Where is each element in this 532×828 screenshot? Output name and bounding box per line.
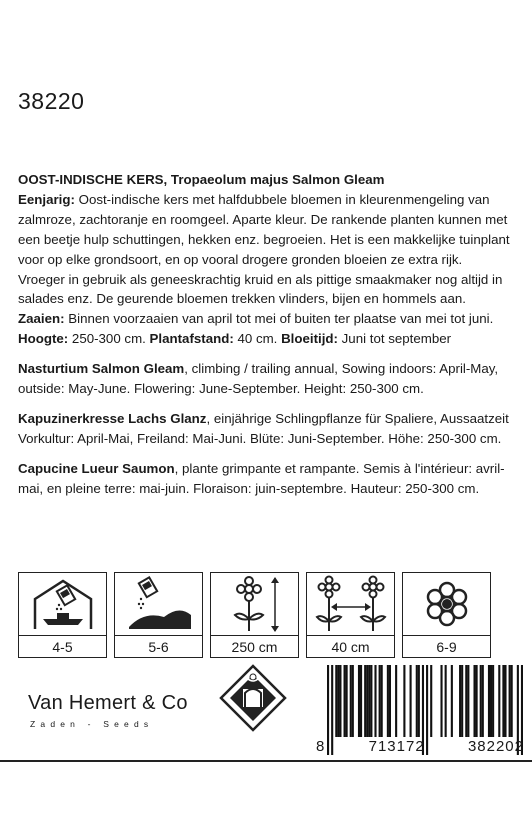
dutch-description: [18, 170, 510, 349]
flowering-icon: [403, 573, 490, 636]
barcode-bar: [490, 665, 492, 737]
barcode-bar: [416, 665, 418, 737]
barcode-bar: [339, 665, 341, 737]
barcode-bar: [374, 665, 376, 737]
barcode-bar: [488, 665, 490, 737]
german-description: [18, 409, 510, 449]
article-number: 38220: [18, 88, 85, 114]
outdoor-sowing-months: 5-6: [148, 638, 169, 655]
label-hoogte: Hoogte:: [18, 331, 69, 347]
dutch-title: OOST-INDISCHE KERS, Tropaeolum majus Salmon Gleam: [18, 172, 385, 187]
barcode-bar: [368, 665, 370, 737]
english-description: [18, 359, 510, 399]
barcode-bar: [344, 665, 346, 737]
dutch-text: 250-300 cm.: [68, 331, 150, 347]
barcode-bar: [335, 665, 337, 737]
barcode-digit-group: 713172: [368, 738, 425, 755]
label-bloeitijd: Bloeitijd:: [281, 331, 338, 347]
barcode-digit-group: 8: [316, 738, 326, 755]
barcode-bar: [459, 665, 461, 737]
indoor-sowing-icon: [19, 573, 106, 636]
dutch-text: 40 cm.: [233, 331, 282, 347]
barcode-bar: [346, 665, 348, 737]
barcode-bar: [352, 665, 354, 737]
barcode-bar: [480, 665, 482, 737]
plant-spacing-box: [306, 572, 395, 658]
flowering-months: 6-9: [436, 638, 457, 655]
barcode-bar: [465, 665, 467, 737]
barcode-bar: [440, 665, 442, 737]
german-name: Kapuzinerkresse Lachs Glanz: [18, 410, 207, 426]
barcode-bar: [389, 665, 391, 737]
french-description: [18, 459, 510, 499]
barcode-bar: [473, 665, 475, 737]
french-name: Capucine Lueur Saumon: [18, 460, 175, 476]
barcode-bar: [364, 665, 366, 737]
barcode-bar: [410, 665, 412, 737]
plant-height-value: 250 cm: [231, 638, 278, 655]
barcode-bar: [337, 665, 339, 737]
brand-tagline: Zaden - Seeds: [30, 719, 154, 729]
barcode-bar: [476, 665, 478, 737]
english-text: , climbing / trailing annual, Sowing indoors: April-May, outside: May-June. Flowering: June-September. Height: 250-300 cm.: [18, 361, 499, 397]
description: [18, 170, 510, 509]
barcode-bar: [511, 665, 513, 737]
barcode-bar: [395, 665, 397, 737]
barcode-digit-group: 382202: [467, 738, 524, 755]
barcode-bar: [370, 665, 372, 737]
barcode-bar: [467, 665, 469, 737]
plant-spacing-icon: [307, 573, 394, 636]
barcode-bar: [509, 665, 511, 737]
indoor-sowing-box: [18, 572, 107, 658]
quality-logo: [218, 663, 288, 733]
bottom-rule: [0, 760, 532, 762]
french-text: , plante grimpante et rampante. Semis à l'intérieur: avril-mai, en pleine terre: mai-juin. Floraison: juin-septembre. Hauteur: 250-300 cm.: [18, 460, 505, 496]
label-plantafstand: Plantafstand:: [149, 331, 234, 347]
barcode-digits: [316, 738, 524, 755]
barcode-bar: [360, 665, 362, 737]
label-eenjarig: Eenjarig:: [18, 191, 75, 207]
plant-spacing-value: 40 cm: [331, 638, 370, 655]
english-name: Nasturtium Salmon Gleam: [18, 361, 185, 377]
barcode-bar: [381, 665, 383, 737]
barcode-bar: [430, 665, 432, 737]
label-zaaien: Zaaien:: [18, 311, 65, 327]
indoor-sowing-months: 4-5: [52, 638, 73, 655]
plant-height-icon: [211, 573, 298, 636]
barcode-bar: [366, 665, 368, 737]
sowing-icons: [18, 572, 491, 658]
outdoor-sowing-box: [114, 572, 203, 658]
barcode-bar: [461, 665, 463, 737]
flowering-box: [402, 572, 491, 658]
brand-name: Van Hemert & Co: [28, 692, 188, 714]
dutch-text: Juni tot september: [337, 331, 452, 347]
plant-height-box: [210, 572, 299, 658]
dutch-text: Oost-indische kers met halfdubbele bloemen in kleurenmengeling van zalmroze, zachtoranje en roomgeel. Aparte kleur. De rankende planten kunnen met een beetje hulp schuttingen, hekken enz. begroeien. Het is een makkelijke tuinplant voor op elke grondsoort, en op vooral drogere gronden bloeien ze extra rijk. Vroeger in gebruik als geneeskrachtig kruid en als pittige smaakmaker nog altijd in salades enz. De geurende bloemen trekken vlinders, bijen en hommels aan.: [18, 191, 510, 307]
barcode-bar: [445, 665, 447, 737]
barcode-bar: [498, 665, 500, 737]
barcode-bar: [358, 665, 360, 737]
barcode-bar: [387, 665, 389, 737]
barcode-bar: [418, 665, 420, 737]
barcode-bar: [451, 665, 453, 737]
barcode-bar: [482, 665, 484, 737]
barcode-bar: [504, 665, 506, 737]
barcode-bar: [403, 665, 405, 737]
barcode-bar: [379, 665, 381, 737]
barcode-bar: [350, 665, 352, 737]
outdoor-sowing-icon: [115, 573, 202, 636]
german-text: , einjährige Schlingpflanze für Spaliere, Aussaatzeit Vorkultur: April-Mai, Freiland: Mai-Juni. Blüte: Juni-September. Höhe: 250-300 cm.: [18, 410, 509, 446]
barcode-bar: [502, 665, 504, 737]
barcode-bar: [492, 665, 494, 737]
brand-block: [28, 692, 218, 729]
dutch-text: Binnen voorzaaien van april tot mei of buiten ter plaatse van mei tot juni.: [64, 311, 494, 327]
